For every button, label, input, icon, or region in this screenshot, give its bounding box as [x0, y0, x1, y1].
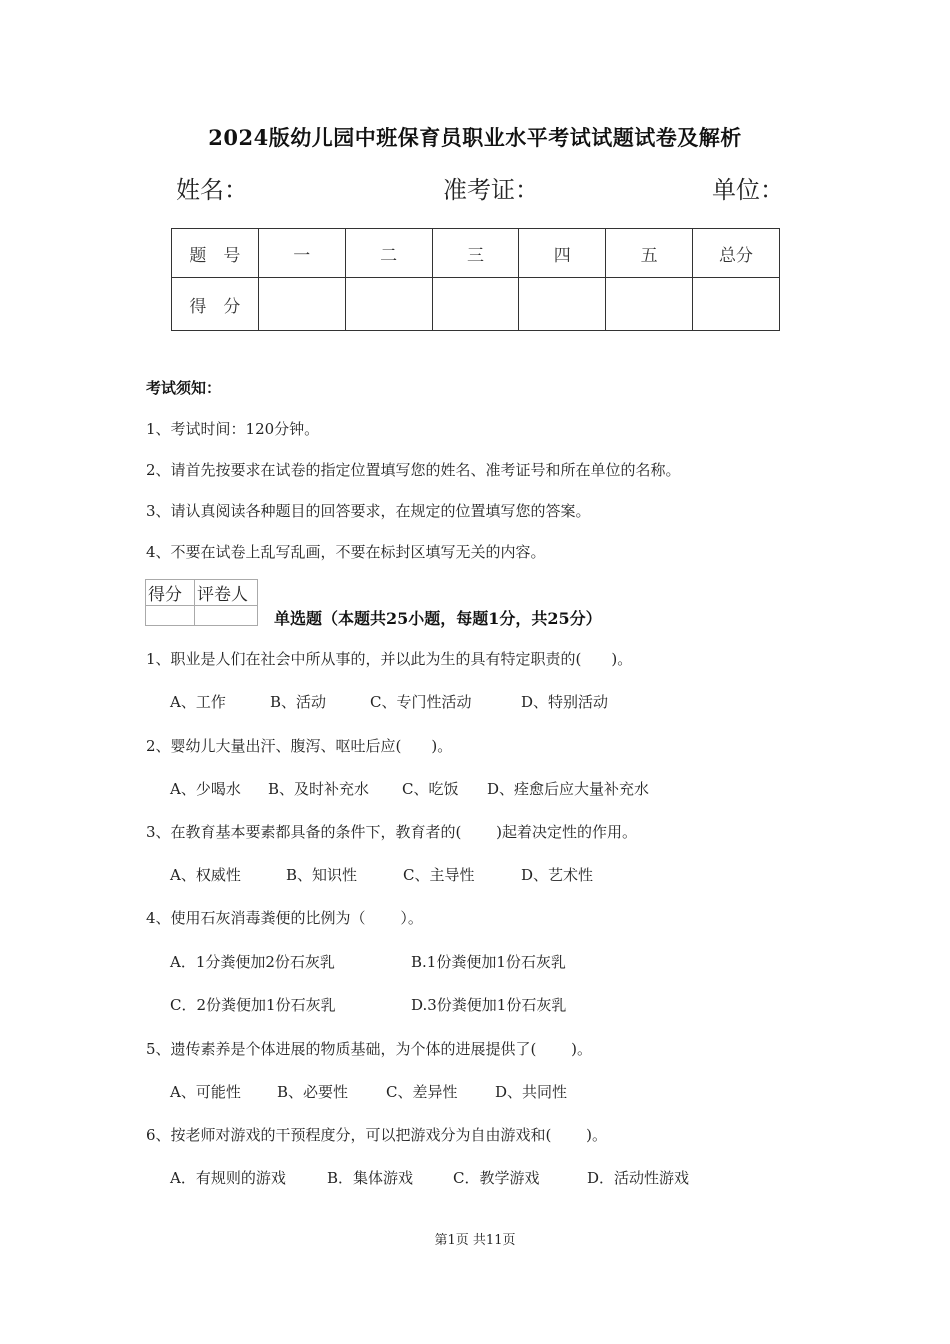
- question-option: B、知识性: [286, 866, 358, 884]
- score-header-4: 四: [519, 229, 606, 278]
- question-text: 2、婴幼儿大量出汗、腹泻、呕吐后应( )。: [146, 737, 453, 755]
- question-option: C、差异性: [386, 1083, 458, 1101]
- grader-score-label: 得分: [146, 580, 195, 606]
- section-title: 单选题（本题共25小题，每题1分，共25分）: [274, 609, 602, 628]
- question-option: C、吃饭: [402, 780, 459, 798]
- grader-name-cell: [195, 606, 258, 626]
- question-option: A、可能性: [170, 1083, 241, 1101]
- question-option: A、工作: [170, 693, 226, 711]
- unit-field-label: 单位：: [712, 176, 784, 204]
- question-option: A、权威性: [170, 866, 241, 884]
- score-header-5: 五: [606, 229, 693, 278]
- question-option: D、痊愈后应大量补充水: [487, 780, 650, 798]
- score-header-2: 二: [345, 229, 432, 278]
- score-table-score-row: [172, 278, 780, 331]
- question-option: B.1份粪便加1份石灰乳: [411, 953, 566, 971]
- score-table-header-row: [172, 229, 780, 278]
- name-field-label: 姓名：: [176, 176, 248, 204]
- exam-id-field-label: 准考证：: [443, 176, 539, 204]
- question-text: 6、按老师对游戏的干预程度分，可以把游戏分为自由游戏和( )。: [146, 1126, 608, 1144]
- page-title: 2024版幼儿园中班保育员职业水平考试试题试卷及解析: [208, 125, 742, 150]
- question-option: A、少喝水: [170, 780, 241, 798]
- notice-item: 3、请认真阅读各种题目的回答要求，在规定的位置填写您的答案。: [146, 502, 591, 520]
- score-cell-total: [693, 278, 780, 331]
- score-cell-1: [258, 278, 345, 331]
- question-option: A．有规则的游戏: [170, 1169, 286, 1187]
- question-option: A．1分粪便加2份石灰乳: [170, 953, 335, 971]
- score-cell-4: [519, 278, 606, 331]
- question-option: D．活动性游戏: [587, 1169, 690, 1187]
- question-text: 3、在教育基本要素都具备的条件下，教育者的( )起着决定性的作用。: [146, 823, 638, 841]
- question-text: 4、使用石灰消毒粪便的比例为（ ）。: [146, 909, 423, 927]
- notice-heading: 考试须知：: [146, 379, 222, 397]
- score-header-3: 三: [432, 229, 519, 278]
- score-cell-5: [606, 278, 693, 331]
- notice-item: 2、请首先按要求在试卷的指定位置填写您的姓名、准考证号和所在单位的名称。: [146, 461, 681, 479]
- question-text: 1、职业是人们在社会中所从事的，并以此为生的具有特定职责的( )。: [146, 650, 633, 668]
- question-option: C．2份粪便加1份石灰乳: [170, 996, 336, 1014]
- grader-box: [145, 579, 258, 626]
- question-option: C、主导性: [403, 866, 475, 884]
- question-option: D、艺术性: [521, 866, 594, 884]
- score-cell-3: [432, 278, 519, 331]
- question-option: B．集体游戏: [327, 1169, 414, 1187]
- score-cell-2: [345, 278, 432, 331]
- notice-item: 4、不要在试卷上乱写乱画，不要在标封区填写无关的内容。: [146, 543, 546, 561]
- question-option: B、必要性: [277, 1083, 349, 1101]
- notice-item: 1、考试时间：120分钟。: [146, 420, 320, 438]
- score-header-total: 总分: [693, 229, 780, 278]
- page-footer: 第1页 共11页: [434, 1233, 516, 1248]
- question-option: D、共同性: [495, 1083, 568, 1101]
- question-option: B、活动: [270, 693, 327, 711]
- grader-name-label: 评卷人: [195, 580, 258, 606]
- question-option: B、及时补充水: [268, 780, 370, 798]
- grader-score-cell: [146, 606, 195, 626]
- score-table: [171, 228, 780, 331]
- score-header-1: 一: [258, 229, 345, 278]
- score-row-label: 得 分: [172, 278, 259, 331]
- question-option: D、特别活动: [521, 693, 609, 711]
- score-header-label: 题 号: [172, 229, 259, 278]
- question-option: C、专门性活动: [370, 693, 472, 711]
- question-option: C．教学游戏: [453, 1169, 540, 1187]
- question-option: D.3份粪便加1份石灰乳: [411, 996, 567, 1014]
- question-text: 5、遗传素养是个体进展的物质基础，为个体的进展提供了( )。: [146, 1040, 593, 1058]
